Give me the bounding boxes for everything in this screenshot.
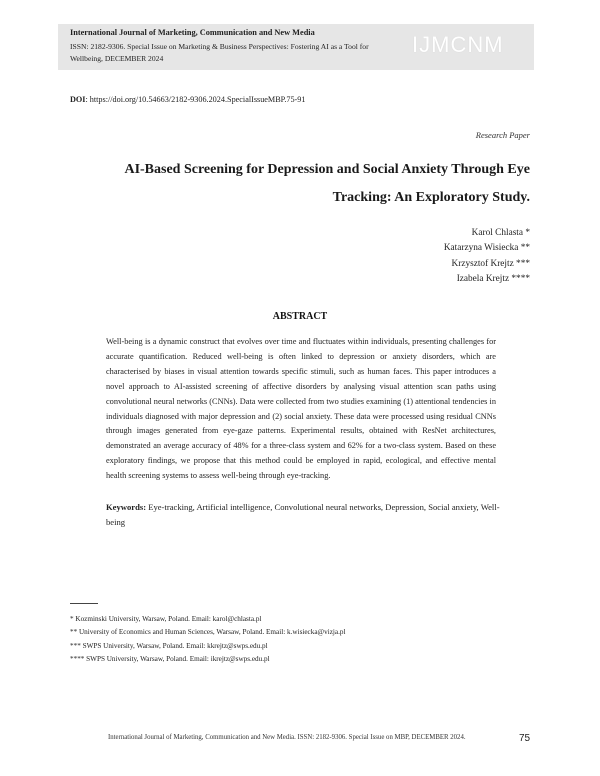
author-1: Karol Chlasta * <box>471 228 530 238</box>
keywords-list: Eye-tracking, Artificial intelligence, Convolutional neural networks, Depression, Social anxiety, Well-being <box>106 502 500 527</box>
page-footer-text: International Journal of Marketing, Communication and New Media. ISSN: 2182-9306. Special Issue on MBP, DECEMBER 2024. <box>108 734 466 741</box>
page-number: 75 <box>519 733 531 744</box>
abstract-body: Well-being is a dynamic construct that evolves over time and fluctuates within individuals, presenting challenges for accurate quantification. Reduced well-being is often linked to depression or anxiety disorders, which are characterised by biases in visual attention towards specific stimuli, such as human faces. This paper introduces a novel approach to AI-assisted screening of affective disorders by analysing visual attention scan paths using convolutional neural networks (CNNs). Data were collected from two studies examining (1) attentional tendencies in individuals diagnosed with major depression and (2) social anxiety. These data were processed using residual CNNs through images generated from eye-gaze patterns. Experimental results, obtained with ResNet architectures, demonstrated an average accuracy of 48% for a three-class system and 62% for a two-class system. Based on these exploratory findings, we propose that this method could be employed in rapid, ecological, and effective mental health screening systems to assess well-being through eye-tracking. <box>106 337 496 481</box>
journal-logo: IJMCNM <box>412 32 504 57</box>
paper-type-label: Research Paper <box>475 130 530 140</box>
footnote-divider <box>70 603 98 604</box>
author-affiliation-footnotes <box>70 613 346 667</box>
issn-special-issue-line: ISSN: 2182-9306. Special Issue on Marketing & Business Perspectives: Fostering AI as a Tool for Wellbeing, DECEMBER 2024 <box>70 42 369 63</box>
paper-title-line-1: AI-Based Screening for Depression and Social Anxiety Through Eye <box>124 162 530 177</box>
abstract-heading: ABSTRACT <box>272 311 328 322</box>
footnote-4: **** SWPS University, Warsaw, Poland. Email: ikrejtz@swps.edu.pl <box>70 655 270 664</box>
author-list <box>444 226 530 287</box>
footnote-2: ** University of Economics and Human Sciences, Warsaw, Poland. Email: k.wisiecka@vizja.pl <box>70 628 346 637</box>
journal-name: International Journal of Marketing, Communication and New Media <box>70 28 315 37</box>
paper-title-line-2: Tracking: An Exploratory Study. <box>332 190 530 205</box>
doi-label: DOI <box>70 95 86 104</box>
footnote-1: * Kozminski University, Warsaw, Poland. Email: karol@chlasta.pl <box>70 615 262 623</box>
footnote-3: *** SWPS University, Warsaw, Poland. Email: kkrejtz@swps.edu.pl <box>70 641 268 650</box>
author-4: Izabela Krejtz **** <box>456 273 530 284</box>
author-2: Katarzyna Wisiecka ** <box>443 243 530 254</box>
author-3: Krzysztof Krejtz *** <box>451 258 530 269</box>
keywords-label: Keywords: <box>106 502 147 512</box>
doi-line <box>70 95 305 104</box>
keywords-paragraph <box>106 500 501 530</box>
doi-link[interactable]: : https://doi.org/10.54663/2182-9306.2024.SpecialIssueMBP.75-91 <box>85 95 306 104</box>
